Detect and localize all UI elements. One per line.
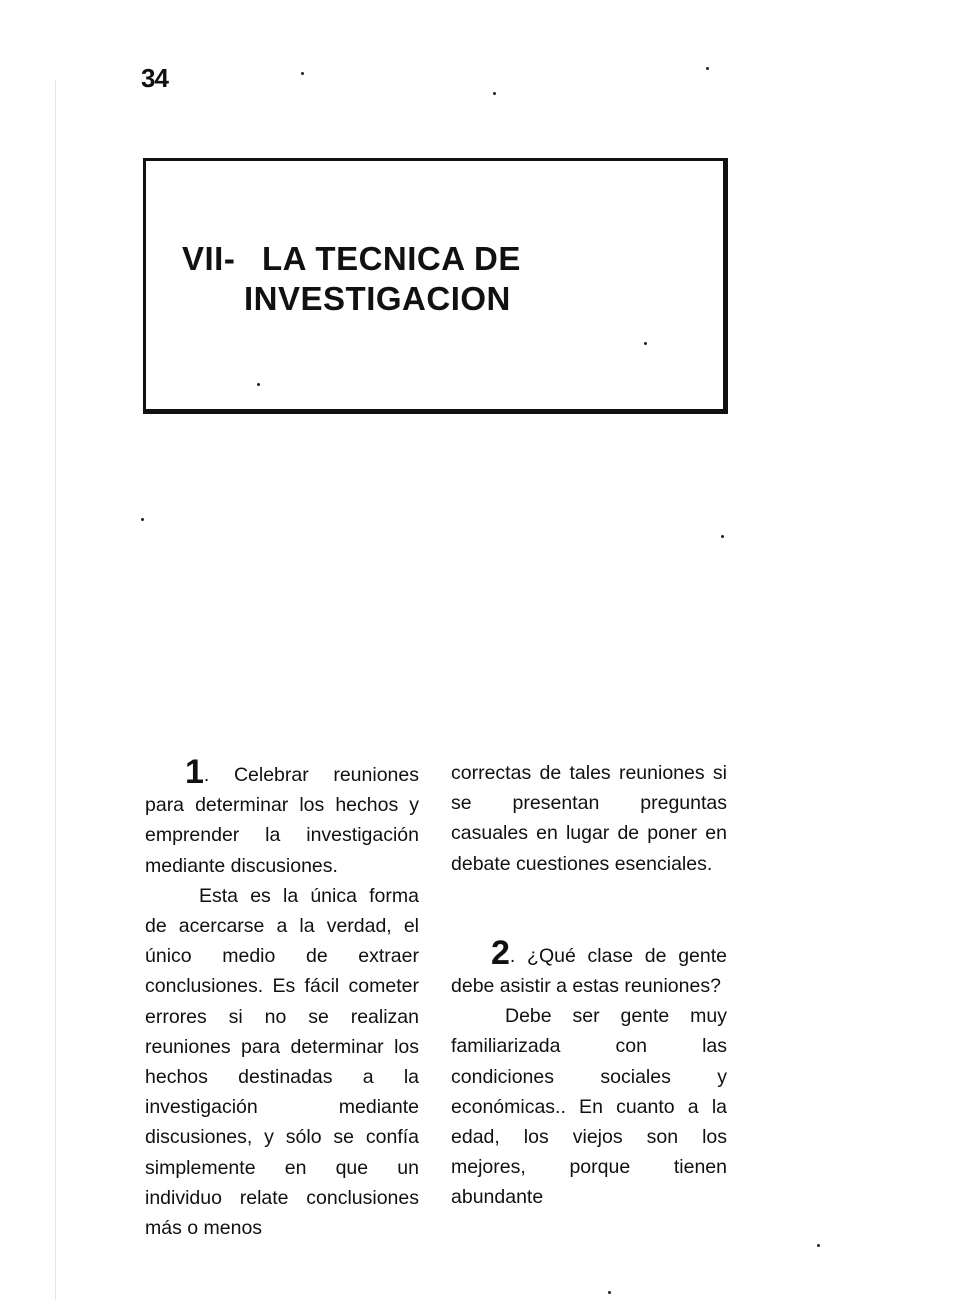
right-text-column	[451, 758, 727, 1213]
section2-lead: . ¿Qué clase de gente debe asistir a estas reuniones?	[451, 944, 727, 998]
scan-speck	[301, 72, 304, 75]
section1-number: 1	[185, 753, 204, 791]
scan-speck	[141, 518, 144, 521]
section1-body-paragraph: Esta es la única forma de acercarse a la verdad, el único medio de extraer conclusiones. Es fácil cometer errores si no se realizan reuniones para determinar los hechos destinadas a la investigación mediante discusiones, y sólo se confía simplemente en que un individuo relate conclusiones más o menos	[145, 884, 419, 1240]
scan-speck	[493, 92, 496, 95]
scan-speck	[721, 535, 724, 538]
scan-margin-shadow	[55, 80, 56, 1300]
chapter-title-line1: LA TECNICA DE	[262, 240, 521, 277]
scan-speck	[706, 67, 709, 70]
section1-lead-rest: para determinar los hechos y emprender la investigación mediante discusiones.	[145, 794, 419, 877]
section1-lead-paragraph	[145, 753, 419, 881]
chapter-title-line2: INVESTIGACION	[244, 280, 511, 317]
section1-body-continuation: correctas de tales reuniones si se presentan preguntas casuales en lugar de poner en debate cuestiones esenciales.	[451, 762, 727, 875]
scan-speck	[257, 383, 260, 386]
scan-speck	[817, 1244, 820, 1247]
chapter-heading-box	[143, 158, 728, 414]
section2-body-paragraph: Debe ser gente muy familiarizada con las condiciones sociales y económicas.. En cuanto a la edad, los viejos son los mejores, porque tienen abundante	[451, 1005, 727, 1209]
scan-speck	[608, 1291, 611, 1294]
section1-lead-line1: . Celebrar reuniones	[203, 764, 419, 786]
chapter-title	[182, 239, 521, 319]
left-text-column	[145, 753, 419, 1243]
section2-number: 2	[491, 933, 510, 972]
chapter-number: VII-	[182, 240, 236, 277]
section2-lead-paragraph	[451, 933, 727, 1001]
page-number: 34	[141, 63, 168, 93]
scan-speck	[644, 342, 647, 345]
